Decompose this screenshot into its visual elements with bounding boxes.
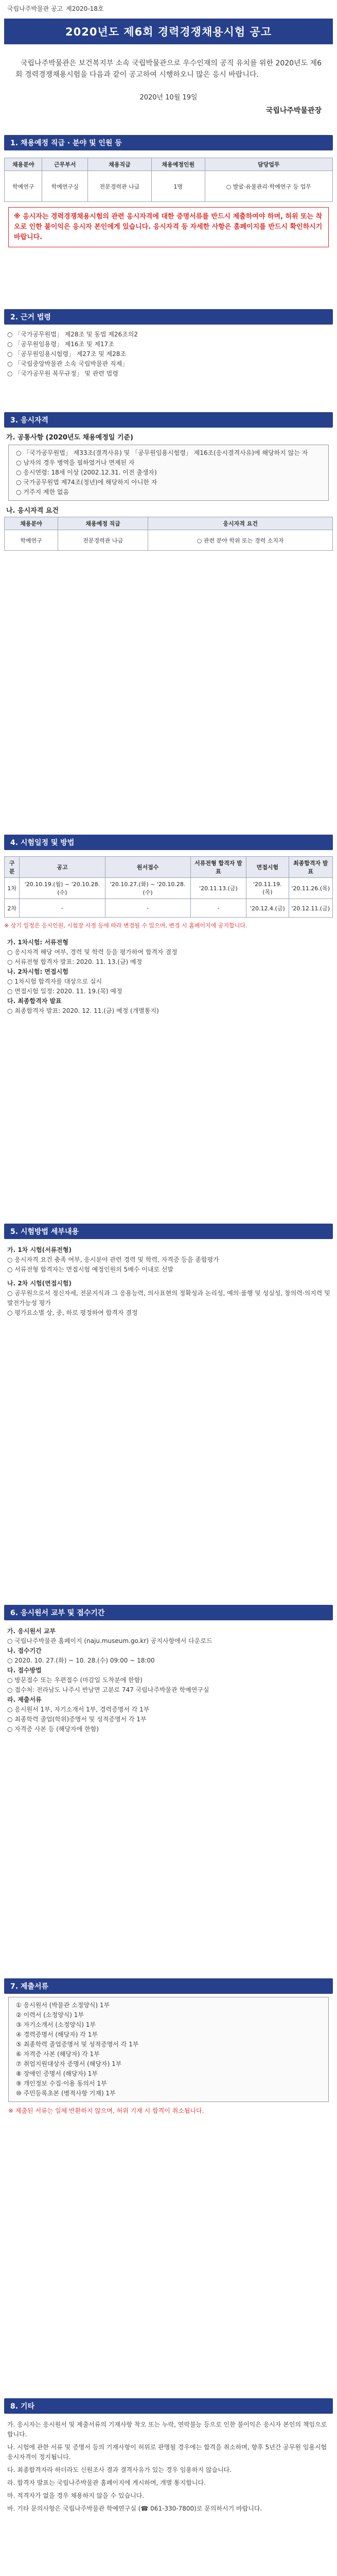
cell-count: 1명 <box>151 171 205 202</box>
notice-prefix: 국립나주박물관 공고 <box>7 5 63 12</box>
cell-rank: 전문경력관 나급 <box>58 530 148 551</box>
list-item: ③ 자기소개서 (소정양식) 1부 <box>16 2021 96 2028</box>
table-cell: - <box>190 899 246 918</box>
section-2-title: 2. 근거 법령 <box>4 309 333 325</box>
list-item: ⑧ 장애인 증명서 (해당자) 1부 <box>16 2070 98 2077</box>
list-item: ○ 「공무원임용령」 제16조 및 제17조 <box>7 341 114 348</box>
section-6-title: 6. 응시원서 교부 및 접수기간 <box>4 1605 333 1620</box>
list-item: ○ 응시자격 해당 여부, 경력 및 학력 등을 평가하여 합격자 결정 <box>7 948 178 956</box>
list-item: ④ 경력증명서 (해당자) 각 1부 <box>16 2031 98 2038</box>
intro-paragraph: 국립나주박물관은 보건복지부 소속 국립박물관으로 우수인재의 공직 유치를 위한 2020년도 제6회 경력경쟁채용시험을 다음과 같이 공고하여 시행하오니 많은 응시 바랍니다. <box>15 59 322 79</box>
documents-box <box>8 1997 329 2102</box>
list-item: 나. 접수기간 <box>7 1647 42 1654</box>
list-item: 다. 최종합격자 발표 <box>7 997 62 1005</box>
cell-duty: ○ 발굴·유물관리·학예연구 등 업무 <box>205 171 332 202</box>
warning-text: ※ 응시자는 경력경쟁채용시험의 관련 응시자격에 대한 증명서류를 반드시 제출하여야 하며, 허위 또는 착오로 인한 불이익은 응시자 본인에게 있습니다. 응시자격 등 자세한 사항은 홈페이지를 반드시 확인하시기 바랍니다. <box>14 213 323 241</box>
list-item: ○ 접수처: 전라남도 나주시 반남면 고분로 747 국립나주박물관 학예연구실 <box>7 1686 209 1693</box>
list-item: ⑦ 취업지원대상자 증명서 (해당자) 1부 <box>16 2060 122 2067</box>
section-8-title: 8. 기타 <box>4 2398 333 2414</box>
col-rank: 채용직급 <box>88 158 152 171</box>
section-6 <box>4 1605 333 1734</box>
cell-field: 학예연구 <box>5 530 58 551</box>
table-cell: '20.10.27.(화) ~ '20.10.28.(수) <box>105 878 190 899</box>
list-item: ○ 「국가공무원법」 제33조(결격사유) 및 「공무원임용시험령」 제16조(응시결격사유)에 해당하지 않는 자 <box>16 449 308 456</box>
section-2 <box>4 309 333 379</box>
table-cell: 1차 <box>5 878 20 899</box>
list-item: ○ 자격증 사본 등 (해당자에 한함) <box>7 1725 99 1733</box>
law-list <box>4 330 333 379</box>
col-duty: 담당업무 <box>205 158 332 171</box>
list-item: 나. 2차 시험(면접시험) <box>7 1280 72 1287</box>
col-final: 최종합격자 발표 <box>289 857 333 878</box>
list-item: 다. 접수방법 <box>7 1667 42 1674</box>
list-item: 나. 2차시험: 면접시험 <box>7 968 68 975</box>
table-cell: - <box>20 899 105 918</box>
intro-text <box>15 58 322 80</box>
list-item: ① 응시원서 (박물관 소정양식) 1부 <box>16 2002 110 2009</box>
list-item: 나. 시험에 관한 서류 및 증명서 등의 기재사항이 허위로 판명될 경우에는 합격을 취소하며, 향후 5년간 공무원 임용시험 응시자격이 정지됩니다. <box>7 2444 327 2461</box>
list-item: ⑥ 자격증 사본 (해당자) 각 1부 <box>16 2050 100 2058</box>
table-cell: '20.12.4.(금) <box>246 899 289 918</box>
page-title: 2020년도 제6회 경력경쟁채용시험 공고 <box>4 19 333 44</box>
list-item: 라. 합격자 발표는 국립나주박물관 홈페이지에 게시하며, 개별 통지합니다. <box>7 2479 206 2486</box>
table-cell: '20.11.19.(목) <box>246 878 289 899</box>
section-7-title: 7. 제출서류 <box>4 1978 333 1994</box>
table-cell: '20.11.13.(금) <box>190 878 246 899</box>
col-count: 채용예정인원 <box>151 158 205 171</box>
col-apply: 원서접수 <box>105 857 190 878</box>
section-7 <box>4 1978 333 2120</box>
list-item: ○ 면접시험 일정: 2020. 11. 19.(목) 예정 <box>7 988 122 995</box>
qualification-table <box>4 517 333 551</box>
schedule-note: ※ 상기 일정은 응시인원, 시험장 사정 등에 따라 변경될 수 있으며, 변경 시 홈페이지에 공지합니다. <box>4 922 247 929</box>
recruit-table <box>4 158 333 202</box>
section-8 <box>4 2398 333 2517</box>
notice-number <box>7 4 107 13</box>
list-item: ○ 남자의 경우 병역을 필하였거나 면제된 자 <box>16 459 135 466</box>
list-item: 라. 제출서류 <box>7 1696 42 1703</box>
list-item: ○ 응시원서 1부, 자기소개서 1부, 경력증명서 각 1부 <box>7 1706 150 1713</box>
notice-date: 2020년 10월 19일 <box>139 94 198 101</box>
warning-box <box>8 207 329 247</box>
col-interview: 면접시험 <box>246 857 289 878</box>
list-item: 가. 응시원서 교부 <box>7 1628 56 1635</box>
list-item: ○ 최종학력 졸업(학위)증명서 및 성적증명서 각 1부 <box>7 1716 147 1723</box>
list-item: ○ 방문접수 또는 우편접수 (마감일 도착분에 한함) <box>7 1676 143 1684</box>
list-item: ○ 2020. 10. 27.(화) ~ 10. 28.(수) 09:00 ~ 18:00 <box>7 1657 155 1664</box>
list-item: ○ 평가요소별 상, 중, 하로 평정하여 합격자 결정 <box>7 1309 138 1316</box>
list-item: ○ 최종합격자 발표: 2020. 12. 11.(금) 예정 (개별통지) <box>7 1007 159 1014</box>
col-notice: 공고 <box>20 857 105 878</box>
list-item: ○ 서류전형 합격자 발표: 2020. 11. 13.(금) 예정 <box>7 958 143 965</box>
table-cell: '20.12.11.(금) <box>289 899 333 918</box>
list-item: ○ 국립나주박물관 홈페이지 (naju.museum.go.kr) 공지사항에서 다운로드 <box>7 1637 212 1645</box>
notice-no: 제2020-18호 <box>66 5 104 12</box>
list-item: ○ 1차시험 합격자를 대상으로 실시 <box>7 978 102 985</box>
cell-field: 학예연구 <box>5 171 42 202</box>
section-3 <box>4 412 333 551</box>
schedule-table <box>4 856 333 918</box>
table-cell: '20.10.19.(월) ~ '20.10.28.(수) <box>20 878 105 899</box>
list-item: ○ 국가공무원법 제74조(정년)에 해당하지 아니한 자 <box>16 479 157 486</box>
sub-title: 가. 공통사항 (2020년도 채용예정일 기준) <box>6 434 133 442</box>
col-requirement: 응시자격 요건 <box>148 517 333 530</box>
list-item: ○ 「국가공무원 복무규정」 및 관련 법령 <box>7 370 118 377</box>
qualification-box <box>8 445 329 501</box>
list-item: ○ 응시자격 요건 충족 여부, 응시분야 관련 경력 및 학력, 자격증 등을 종합평가 <box>7 1256 219 1263</box>
documents-note: ※ 제출된 서류는 일체 반환하지 않으며, 허위 기재 시 합격이 취소됩니다. <box>8 2107 204 2114</box>
list-item: ○ 「국립중앙박물관 소속 국립박물관 직제」 <box>7 360 129 367</box>
list-item: ○ 「공무원임용시험령」 제27조 및 제28조 <box>7 350 126 358</box>
section-4 <box>4 835 333 1016</box>
list-item: ○ 「국가공무원법」 제28조 및 동법 제26조의2 <box>7 331 138 338</box>
cell-dept: 학예연구실 <box>42 171 88 202</box>
cell-rank: 전문경력관 나급 <box>88 171 152 202</box>
notice-org: 국립나주박물관장 <box>265 107 322 115</box>
col-doc-result: 서류전형 합격자 발표 <box>190 857 246 878</box>
col-field: 채용분야 <box>5 158 42 171</box>
section-1 <box>4 135 333 252</box>
list-item: ○ 공무원으로서 정신자세, 전문지식과 그 응용능력, 의사표현의 정확성과 논리성, 예의·품행 및 성실성, 창의력·의지력 및 발전가능성 평가 <box>7 1290 330 1307</box>
list-item: ⑤ 최종학력 졸업증명서 및 성적증명서 각 1부 <box>16 2041 139 2048</box>
schedule-list <box>4 938 333 1016</box>
table-cell: '20.11.26.(목) <box>289 878 333 899</box>
table-cell: - <box>105 899 190 918</box>
table-cell: 2차 <box>5 899 20 918</box>
sub-title: 나. 응시자격 요건 <box>6 507 59 515</box>
col-dept: 근무부서 <box>42 158 88 171</box>
list-item: ○ 거주지 제한 없음 <box>16 488 69 496</box>
col-rank: 채용예정 직급 <box>58 517 148 530</box>
method-list <box>4 1245 333 1318</box>
cell-requirement: ○ 관련 분야 학위 또는 경력 소지자 <box>148 530 333 551</box>
section-5-title: 5. 시험방법 세부내용 <box>4 1224 333 1239</box>
list-item: 가. 1차시험: 서류전형 <box>7 939 68 946</box>
list-item: ○ 응시연령: 18세 이상 (2002.12.31. 이전 출생자) <box>16 469 157 476</box>
list-item: ② 이력서 (소정양식) 1부 <box>16 2011 84 2019</box>
apply-list <box>4 1626 333 1734</box>
section-3-title: 3. 응시자격 <box>4 412 333 428</box>
list-item: 가. 응시자는 응시원서 및 제출서류의 기재사항 착오 또는 누락, 연락불능 등으로 인한 불이익은 응시자 본인의 책임으로 합니다. <box>7 2421 327 2438</box>
list-item: 다. 최종합격자라 하더라도 신원조사 결과 결격사유가 있는 경우 임용하지 않습니다. <box>7 2466 232 2473</box>
col-field: 채용분야 <box>5 517 58 530</box>
list-item: 바. 기타 문의사항은 국립나주박물관 학예연구실 (☎ 061-330-7800)로 문의하시기 바랍니다. <box>7 2505 262 2512</box>
list-item: ○ 서류전형 합격자는 면접시험 예정인원의 5배수 이내로 선발 <box>7 1266 174 1273</box>
list-item: ⑩ 주민등록초본 (병적사항 기재) 1부 <box>16 2090 116 2097</box>
etc-list <box>4 2420 333 2514</box>
section-1-title: 1. 채용예정 직급 · 분야 및 인원 등 <box>4 135 333 150</box>
section-4-title: 4. 시험일정 및 방법 <box>4 835 333 850</box>
list-item: 가. 1차 시험(서류전형) <box>7 1246 72 1253</box>
col-stage: 구분 <box>5 857 20 878</box>
section-5 <box>4 1224 333 1318</box>
list-item: 마. 적격자가 없을 경우 채용하지 않을 수 있습니다. <box>7 2492 145 2499</box>
list-item: ⑨ 개인정보 수집·이용 동의서 1부 <box>16 2080 107 2087</box>
